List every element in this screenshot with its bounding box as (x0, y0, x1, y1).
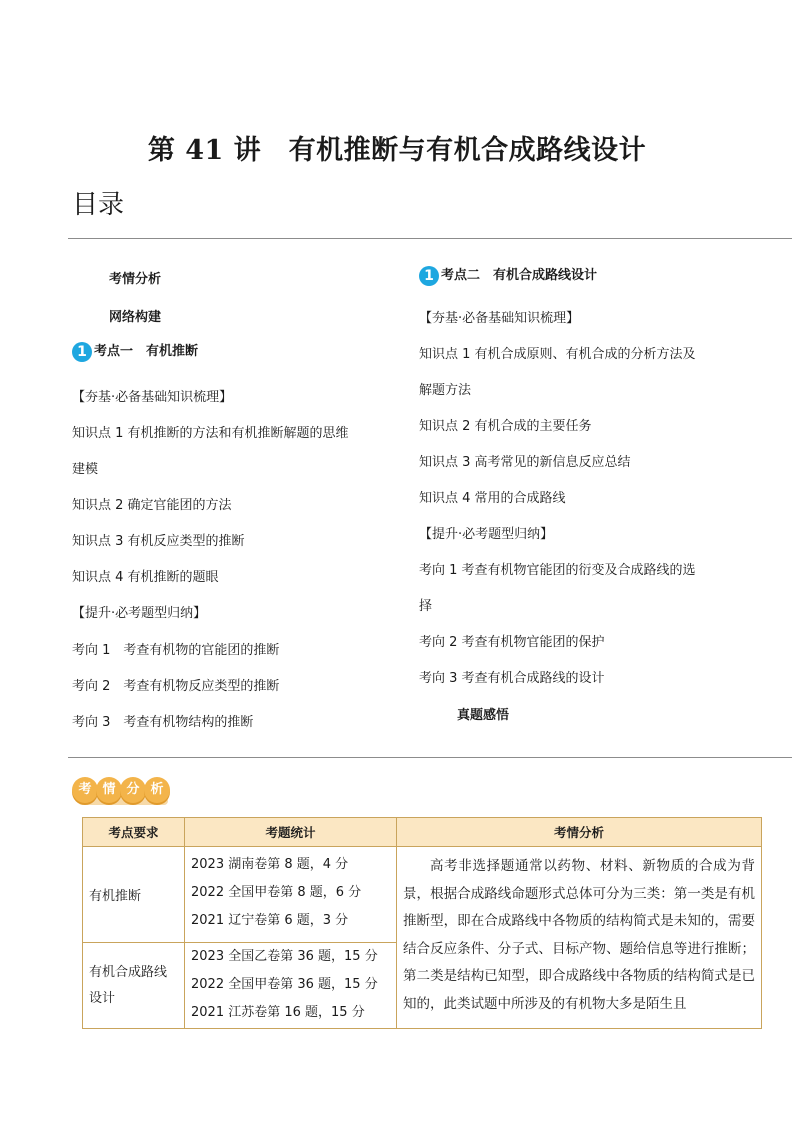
banner-char: 分 (120, 777, 146, 803)
toc-heading: 目录 (72, 190, 125, 220)
top-divider (68, 238, 792, 239)
bottom-divider (68, 757, 792, 758)
toc-item[interactable]: 知识点 3 有机反应类型的推断 (72, 534, 245, 549)
toc-item[interactable]: 考向 2 考查有机物反应类型的推断 (72, 679, 280, 694)
toc-section-basic: 【夯基·必备基础知识梳理】 (72, 390, 233, 405)
table-row (83, 847, 762, 943)
stat-line: 2021 江苏卷第 16 题，15 分 (191, 1005, 365, 1020)
requirement-text: 有机推断 (89, 889, 142, 904)
col-header: 考题统计 (185, 818, 397, 847)
toc-item-cont[interactable]: 解题方法 (419, 383, 472, 398)
requirement-cell (83, 847, 185, 943)
stat-line: 2023 湖南卷第 8 题，4 分 (191, 857, 349, 872)
stat-line: 2022 全国甲卷第 8 题，6 分 (191, 885, 362, 900)
banner-char: 情 (96, 777, 122, 803)
requirement-text-cont: 设计 (89, 990, 116, 1006)
number-badge-icon: 1 (72, 342, 92, 362)
stat-line: 2022 全国甲卷第 36 题，15 分 (191, 977, 378, 992)
toc-item[interactable]: 考向 1 考查有机物官能团的衍变及合成路线的选 (419, 563, 696, 578)
toc-kaodian-1-label: 考点一 有机推断 (94, 344, 199, 359)
toc-item-cont[interactable]: 择 (419, 599, 433, 614)
analysis-cell (397, 847, 762, 1029)
requirement-text: 有机合成路线 (89, 964, 168, 980)
toc-item[interactable]: 知识点 4 有机推断的题眼 (72, 570, 219, 585)
toc-item[interactable]: 知识点 4 常用的合成路线 (419, 491, 566, 506)
toc-section-basic: 【夯基·必备基础知识梳理】 (419, 311, 580, 326)
number-badge-icon: 1 (419, 266, 439, 286)
banner-char: 析 (144, 777, 170, 803)
toc-kaodian-1[interactable] (72, 340, 198, 362)
table-header-row (83, 818, 762, 847)
lecture-title: 第 41 讲 有机推断与有机合成路线设计 (147, 135, 647, 166)
toc-kaodian-2-label: 考点二 有机合成路线设计 (441, 268, 598, 283)
toc-kaoqing[interactable]: 考情分析 (109, 272, 162, 287)
analysis-text: 高考非选择题通常以药物、材料、新物质的合成为背景，根据合成路线命题形式总体可分为三类：第一类是有机推断型，即在合成路线中各物质的结构简式是未知的，需要结合反应条件、分子式、目标产物、题给信息等进行推断；第二类是结构已知型，即合成路线中各物质的结构简式是已知的，此类试题中所涉及的有机物大多是陌生且 (403, 858, 755, 1012)
toc-item[interactable]: 知识点 1 有机推断的方法和有机推断解题的思维 (72, 426, 349, 441)
toc-wangluo[interactable]: 网络构建 (109, 310, 162, 325)
col-header: 考点要求 (83, 818, 185, 847)
stats-cell (185, 847, 397, 943)
stats-cell (185, 943, 397, 1029)
toc-item[interactable]: 知识点 2 有机合成的主要任务 (419, 419, 592, 434)
toc-item[interactable]: 考向 1 考查有机物的官能团的推断 (72, 643, 280, 658)
exam-analysis-table (82, 817, 762, 1029)
stat-line: 2023 全国乙卷第 36 题，15 分 (191, 949, 378, 964)
col-header: 考情分析 (397, 818, 762, 847)
toc-item[interactable]: 考向 2 考查有机物官能团的保护 (419, 635, 605, 650)
toc-item-cont[interactable]: 建模 (72, 462, 99, 477)
toc-item[interactable]: 知识点 2 确定官能团的方法 (72, 498, 232, 513)
banner-char: 考 (72, 777, 98, 803)
toc-item[interactable]: 考向 3 考查有机物结构的推断 (72, 715, 254, 730)
toc-item[interactable]: 考向 3 考查有机合成路线的设计 (419, 671, 605, 686)
stat-line: 2021 辽宁卷第 6 题，3 分 (191, 913, 349, 928)
toc-item[interactable]: 知识点 3 高考常见的新信息反应总结 (419, 455, 631, 470)
toc-section-advance: 【提升·必考题型归纳】 (72, 606, 207, 621)
requirement-cell (83, 943, 185, 1029)
toc-kaodian-2[interactable] (419, 264, 597, 286)
toc-item[interactable]: 知识点 1 有机合成原则、有机合成的分析方法及 (419, 347, 696, 362)
toc-section-advance: 【提升·必考题型归纳】 (419, 527, 554, 542)
toc-zhenti[interactable]: 真题感悟 (457, 708, 510, 723)
